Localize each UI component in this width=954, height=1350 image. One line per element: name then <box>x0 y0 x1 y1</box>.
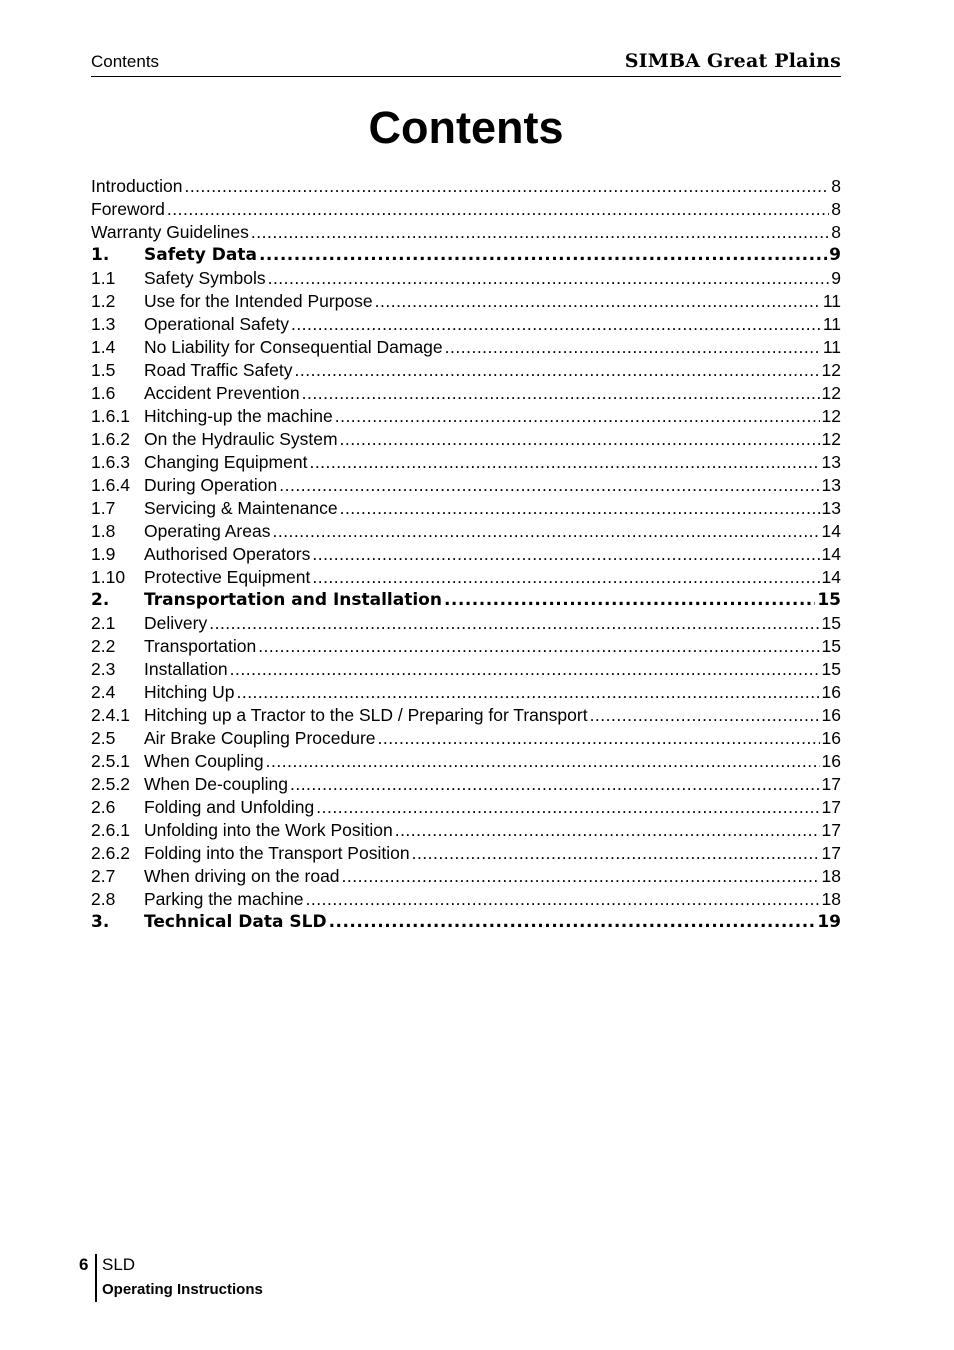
toc-entry[interactable] <box>91 682 841 705</box>
toc-entry-page: 13 <box>821 452 841 472</box>
toc-entry-title: When Coupling <box>144 751 264 771</box>
toc-dot-leader <box>340 429 820 450</box>
toc-dot-leader <box>395 820 820 841</box>
toc-dot-leader <box>306 889 820 910</box>
toc-entry-title: Accident Prevention <box>144 383 300 403</box>
toc-entry-title: Installation <box>144 659 228 679</box>
toc-entry-number: 1.7 <box>91 498 116 518</box>
toc-entry[interactable] <box>91 889 841 912</box>
toc-entry-page: 9 <box>831 268 841 288</box>
brand-logo-text: SIMBA Great Plains <box>624 50 841 72</box>
footer-page-number: 6 <box>79 1255 89 1274</box>
toc-entry-number: 1.2 <box>91 291 116 311</box>
toc-dot-leader <box>251 222 829 243</box>
toc-entry-title: Road Traffic Safety <box>144 360 293 380</box>
toc-entry-page: 14 <box>821 521 841 541</box>
toc-entry-number: 1.6.1 <box>91 406 130 426</box>
footer-subtitle: Operating Instructions <box>102 1281 263 1298</box>
toc-entry-page: 16 <box>821 705 841 725</box>
toc-entry-title: Warranty Guidelines <box>91 222 249 242</box>
toc-entry-number: 2.4.1 <box>91 705 130 725</box>
toc-entry[interactable] <box>91 774 841 797</box>
toc-entry[interactable] <box>91 797 841 820</box>
toc-dot-leader <box>309 452 819 473</box>
toc-dot-leader <box>335 406 820 427</box>
toc-dot-leader <box>268 268 830 289</box>
toc-dot-leader <box>209 613 819 634</box>
toc-entry-title: Air Brake Coupling Procedure <box>144 728 376 748</box>
toc-entry[interactable] <box>91 590 841 613</box>
footer-model: SLD <box>102 1255 136 1274</box>
toc-dot-leader <box>312 544 819 565</box>
toc-entry-page: 14 <box>821 544 841 564</box>
toc-entry-page: 15 <box>821 659 841 679</box>
toc-entry-number: 1.3 <box>91 314 116 334</box>
toc-entry-title: During Operation <box>144 475 278 495</box>
toc-entry-number: 2.5.2 <box>91 774 130 794</box>
toc-entry[interactable] <box>91 659 841 682</box>
toc-entry-number: 2.6.2 <box>91 843 130 863</box>
toc-entry-title: Parking the machine <box>144 889 304 909</box>
toc-dot-leader <box>266 751 820 772</box>
toc-entry-title: Servicing & Maintenance <box>144 498 338 518</box>
toc-entry-page: 11 <box>822 291 841 311</box>
toc-entry-page: 12 <box>821 406 841 426</box>
toc-entry-title: Safety Symbols <box>144 268 266 288</box>
toc-entry-page: 15 <box>821 636 841 656</box>
toc-entry-title: No Liability for Consequential Damage <box>144 337 443 357</box>
toc-entry[interactable] <box>91 613 841 636</box>
toc-entry-title: Delivery <box>144 613 208 633</box>
toc-dot-leader <box>236 682 819 703</box>
toc-entry-page: 17 <box>821 774 841 794</box>
toc-entry-number: 2.5.1 <box>91 751 130 771</box>
toc-entry-number: 1. <box>91 245 110 265</box>
toc-entry-number: 1.5 <box>91 360 116 380</box>
toc-dot-leader <box>378 728 820 749</box>
toc-entry-title: Technical Data SLD <box>144 912 327 932</box>
toc-dot-leader <box>375 291 821 312</box>
toc-entry-page: 17 <box>821 843 841 863</box>
toc-entry-page: 16 <box>821 682 841 702</box>
toc-entry-number: 1.6.3 <box>91 452 130 472</box>
toc-entry[interactable] <box>91 475 841 498</box>
toc-dot-leader <box>340 498 820 519</box>
toc-entry-title: Unfolding into the Work Position <box>144 820 393 840</box>
toc-entry[interactable] <box>91 383 841 406</box>
toc-entry[interactable] <box>91 544 841 567</box>
toc-entry-title: Transportation and Installation <box>144 590 442 610</box>
toc-entry-title: Operational Safety <box>144 314 289 334</box>
toc-entry[interactable] <box>91 337 841 360</box>
toc-entry-title: When driving on the road <box>144 866 340 886</box>
toc-dot-leader <box>290 774 820 795</box>
toc-entry-title: Transportation <box>144 636 257 656</box>
toc-dot-leader <box>302 383 820 404</box>
toc-entry-page: 13 <box>821 498 841 518</box>
toc-entry-number: 2.3 <box>91 659 116 679</box>
toc-entry-title: Safety Data <box>144 245 257 265</box>
toc-entry-title: Hitching up a Tractor to the SLD / Preparing for Transport <box>144 705 588 725</box>
toc-entry[interactable] <box>91 222 841 245</box>
toc-entry-number: 1.1 <box>91 268 116 288</box>
toc-entry-page: 19 <box>817 912 841 932</box>
toc-entry[interactable] <box>91 820 841 843</box>
toc-entry-page: 15 <box>817 590 841 610</box>
toc-entry[interactable] <box>91 291 841 314</box>
toc-entry-page: 18 <box>821 889 841 909</box>
footer-divider <box>95 1254 97 1302</box>
toc-entry-page: 8 <box>831 176 841 196</box>
toc-entry[interactable] <box>91 843 841 866</box>
toc-entry-number: 2.7 <box>91 866 116 886</box>
toc-entry-title: When De-coupling <box>144 774 288 794</box>
toc-entry-number: 1.4 <box>91 337 116 357</box>
toc-entry[interactable] <box>91 199 841 222</box>
toc-entry-number: 3. <box>91 912 110 932</box>
toc-entry-title: On the Hydraulic System <box>144 429 338 449</box>
toc-dot-leader <box>444 590 815 610</box>
toc-entry[interactable] <box>91 728 841 751</box>
page-title: Contents <box>368 102 564 153</box>
toc-entry-page: 8 <box>831 222 841 242</box>
toc-entry-number: 2.6.1 <box>91 820 130 840</box>
toc-dot-leader <box>590 705 820 726</box>
toc-entry[interactable] <box>91 498 841 521</box>
table-of-contents <box>91 176 841 935</box>
toc-entry[interactable] <box>91 245 841 268</box>
toc-entry[interactable] <box>91 751 841 774</box>
toc-entry[interactable] <box>91 912 841 935</box>
toc-entry[interactable] <box>91 268 841 291</box>
toc-entry-page: 16 <box>821 728 841 748</box>
toc-dot-leader <box>184 176 829 197</box>
toc-entry-page: 9 <box>829 245 841 265</box>
toc-dot-leader <box>316 797 819 818</box>
toc-entry-number: 1.9 <box>91 544 116 564</box>
header-section-title: Contents <box>91 52 160 71</box>
toc-entry-title: Protective Equipment <box>144 567 311 587</box>
toc-entry-number: 2. <box>91 590 110 610</box>
toc-entry-number: 1.10 <box>91 567 126 587</box>
toc-entry-page: 11 <box>822 337 841 357</box>
toc-entry-number: 2.6 <box>91 797 116 817</box>
toc-dot-leader <box>445 337 821 358</box>
toc-entry[interactable] <box>91 866 841 889</box>
toc-entry-page: 18 <box>821 866 841 886</box>
toc-entry-number: 2.1 <box>91 613 116 633</box>
toc-entry-number: 2.4 <box>91 682 116 702</box>
toc-dot-leader <box>291 314 821 335</box>
toc-dot-leader <box>312 567 819 588</box>
toc-entry-number: 1.6.2 <box>91 429 130 449</box>
toc-entry-title: Introduction <box>91 176 183 196</box>
toc-dot-leader <box>230 659 820 680</box>
toc-dot-leader <box>295 360 820 381</box>
toc-entry-title: Folding and Unfolding <box>144 797 315 817</box>
toc-entry[interactable] <box>91 406 841 429</box>
toc-entry-page: 12 <box>821 360 841 380</box>
toc-entry-page: 17 <box>821 820 841 840</box>
toc-dot-leader <box>258 636 819 657</box>
toc-entry-page: 8 <box>831 199 841 219</box>
toc-entry-title: Authorised Operators <box>144 544 311 564</box>
toc-entry-page: 12 <box>821 429 841 449</box>
toc-dot-leader <box>342 866 820 887</box>
toc-entry[interactable] <box>91 521 841 544</box>
toc-entry-title: Foreword <box>91 199 165 219</box>
toc-entry-number: 2.5 <box>91 728 116 748</box>
toc-entry-page: 15 <box>821 613 841 633</box>
toc-entry[interactable] <box>91 429 841 452</box>
toc-entry-number: 2.8 <box>91 889 116 909</box>
toc-entry-page: 17 <box>821 797 841 817</box>
toc-entry-title: Use for the Intended Purpose <box>144 291 373 311</box>
toc-entry-title: Changing Equipment <box>144 452 308 472</box>
page-header <box>91 50 841 77</box>
toc-entry[interactable] <box>91 567 841 590</box>
toc-entry-title: Hitching-up the machine <box>144 406 333 426</box>
toc-entry-number: 1.8 <box>91 521 116 541</box>
toc-entry-title: Operating Areas <box>144 521 271 541</box>
toc-entry-page: 13 <box>821 475 841 495</box>
toc-entry[interactable] <box>91 314 841 337</box>
toc-dot-leader <box>279 475 819 496</box>
toc-entry[interactable] <box>91 360 841 383</box>
toc-entry[interactable] <box>91 636 841 659</box>
toc-entry-title: Hitching Up <box>144 682 235 702</box>
toc-entry-page: 14 <box>821 567 841 587</box>
toc-entry-number: 2.2 <box>91 636 116 656</box>
toc-dot-leader <box>167 199 829 220</box>
toc-entry[interactable] <box>91 452 841 475</box>
toc-dot-leader <box>259 245 827 265</box>
toc-entry-number: 1.6.4 <box>91 475 130 495</box>
toc-entry-page: 16 <box>821 751 841 771</box>
toc-entry-number: 1.6 <box>91 383 116 403</box>
toc-entry[interactable] <box>91 176 841 199</box>
toc-entry-page: 11 <box>822 314 841 334</box>
toc-entry-title: Folding into the Transport Position <box>144 843 410 863</box>
toc-dot-leader <box>272 521 819 542</box>
toc-entry-page: 12 <box>821 383 841 403</box>
toc-dot-leader <box>329 912 816 932</box>
toc-dot-leader <box>412 843 820 864</box>
toc-entry[interactable] <box>91 705 841 728</box>
